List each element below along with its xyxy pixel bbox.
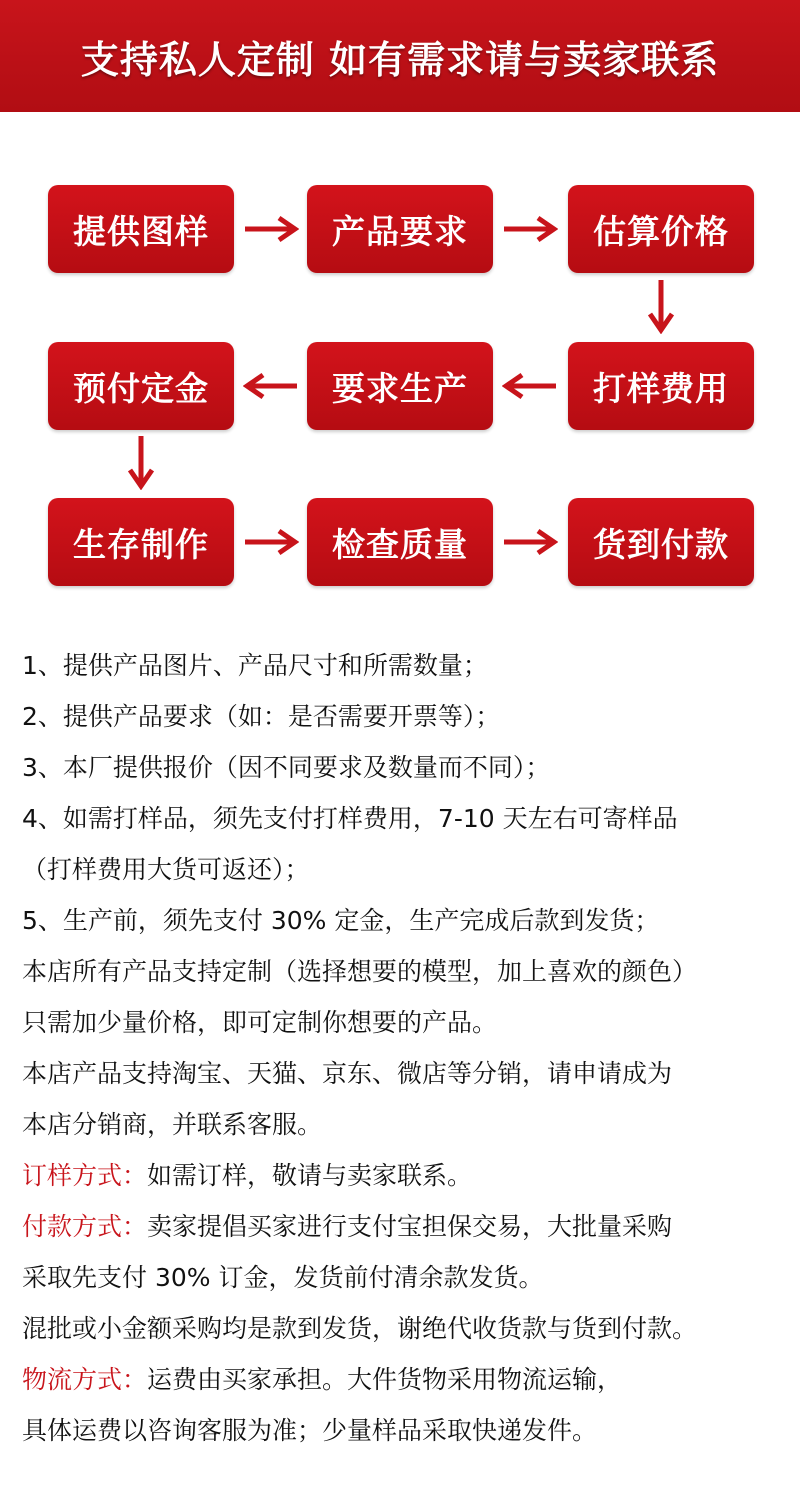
process-flowchart (0, 0, 800, 620)
arrow-left-icon (502, 371, 558, 401)
note-line (22, 742, 792, 793)
step-cash-on-delivery: 货到付款 (568, 498, 754, 586)
note-text: 5、生产前，须先支付 30% 定金，生产完成后款到发货； (22, 906, 660, 935)
note-text: 4、如需打样品，须先支付打样费用，7-10 天左右可寄样品 (22, 804, 678, 833)
note-text: 本店分销商，并联系客服。 (22, 1110, 323, 1139)
arrow-right-icon (502, 214, 558, 244)
note-text: 本店产品支持淘宝、天猫、京东、微店等分销，请申请成为 (22, 1059, 673, 1088)
note-line (22, 691, 792, 742)
note-label: 订样方式： (22, 1161, 148, 1190)
note-label: 物流方式： (22, 1365, 148, 1394)
note-text: 卖家提倡买家进行支付宝担保交易，大批量采购 (147, 1212, 673, 1241)
step-quality-check: 检查质量 (307, 498, 493, 586)
note-text: 只需加少量价格，即可定制你想要的产品。 (22, 1008, 498, 1037)
note-text: 3、本厂提供报价（因不同要求及数量而不同）； (22, 753, 551, 782)
note-text: 采取先支付 30% 订金，发货前付清余款发货。 (22, 1263, 544, 1292)
arrow-right-icon (502, 527, 558, 557)
step-manufacturing: 生存制作 (48, 498, 234, 586)
note-line (22, 1048, 792, 1099)
note-line (22, 640, 792, 691)
note-line (22, 1303, 792, 1354)
note-line (22, 1099, 792, 1150)
note-text: 2、提供产品要求（如：是否需要开票等）； (22, 702, 501, 731)
arrow-right-icon (243, 214, 299, 244)
note-line (22, 1354, 792, 1405)
note-text: 运费由买家承担。大件货物采用物流运输， (147, 1365, 623, 1394)
step-estimate-price: 估算价格 (568, 185, 754, 273)
arrow-right-icon (243, 527, 299, 557)
note-line (22, 844, 792, 895)
note-text: 混批或小金额采购均是款到发货，谢绝代收货款与货到付款。 (22, 1314, 698, 1343)
note-line (22, 1201, 792, 1252)
arrow-down-icon (646, 278, 676, 334)
note-line (22, 1252, 792, 1303)
note-line (22, 793, 792, 844)
step-sampling-fee: 打样费用 (568, 342, 754, 430)
note-line (22, 997, 792, 1048)
notes-section (22, 640, 792, 1456)
note-text: （打样费用大货可返还）； (22, 855, 310, 884)
note-line (22, 1405, 792, 1456)
arrow-down-icon (126, 434, 156, 490)
step-deposit: 预付定金 (48, 342, 234, 430)
note-line (22, 1150, 792, 1201)
banner-title: 支持私人定制 如有需求请与卖家联系 (80, 37, 720, 82)
step-provide-sample: 提供图样 (48, 185, 234, 273)
note-text: 1、提供产品图片、产品尺寸和所需数量； (22, 651, 488, 680)
note-text: 具体运费以咨询客服为准；少量样品采取快递发件。 (22, 1416, 598, 1445)
note-label: 付款方式： (22, 1212, 148, 1241)
note-text: 本店所有产品支持定制（选择想要的模型，加上喜欢的颜色） (22, 957, 698, 986)
step-product-requirements: 产品要求 (307, 185, 493, 273)
arrow-left-icon (243, 371, 299, 401)
note-line (22, 895, 792, 946)
note-text: 如需订样，敬请与卖家联系。 (147, 1161, 473, 1190)
note-line (22, 946, 792, 997)
step-production-request: 要求生产 (307, 342, 493, 430)
